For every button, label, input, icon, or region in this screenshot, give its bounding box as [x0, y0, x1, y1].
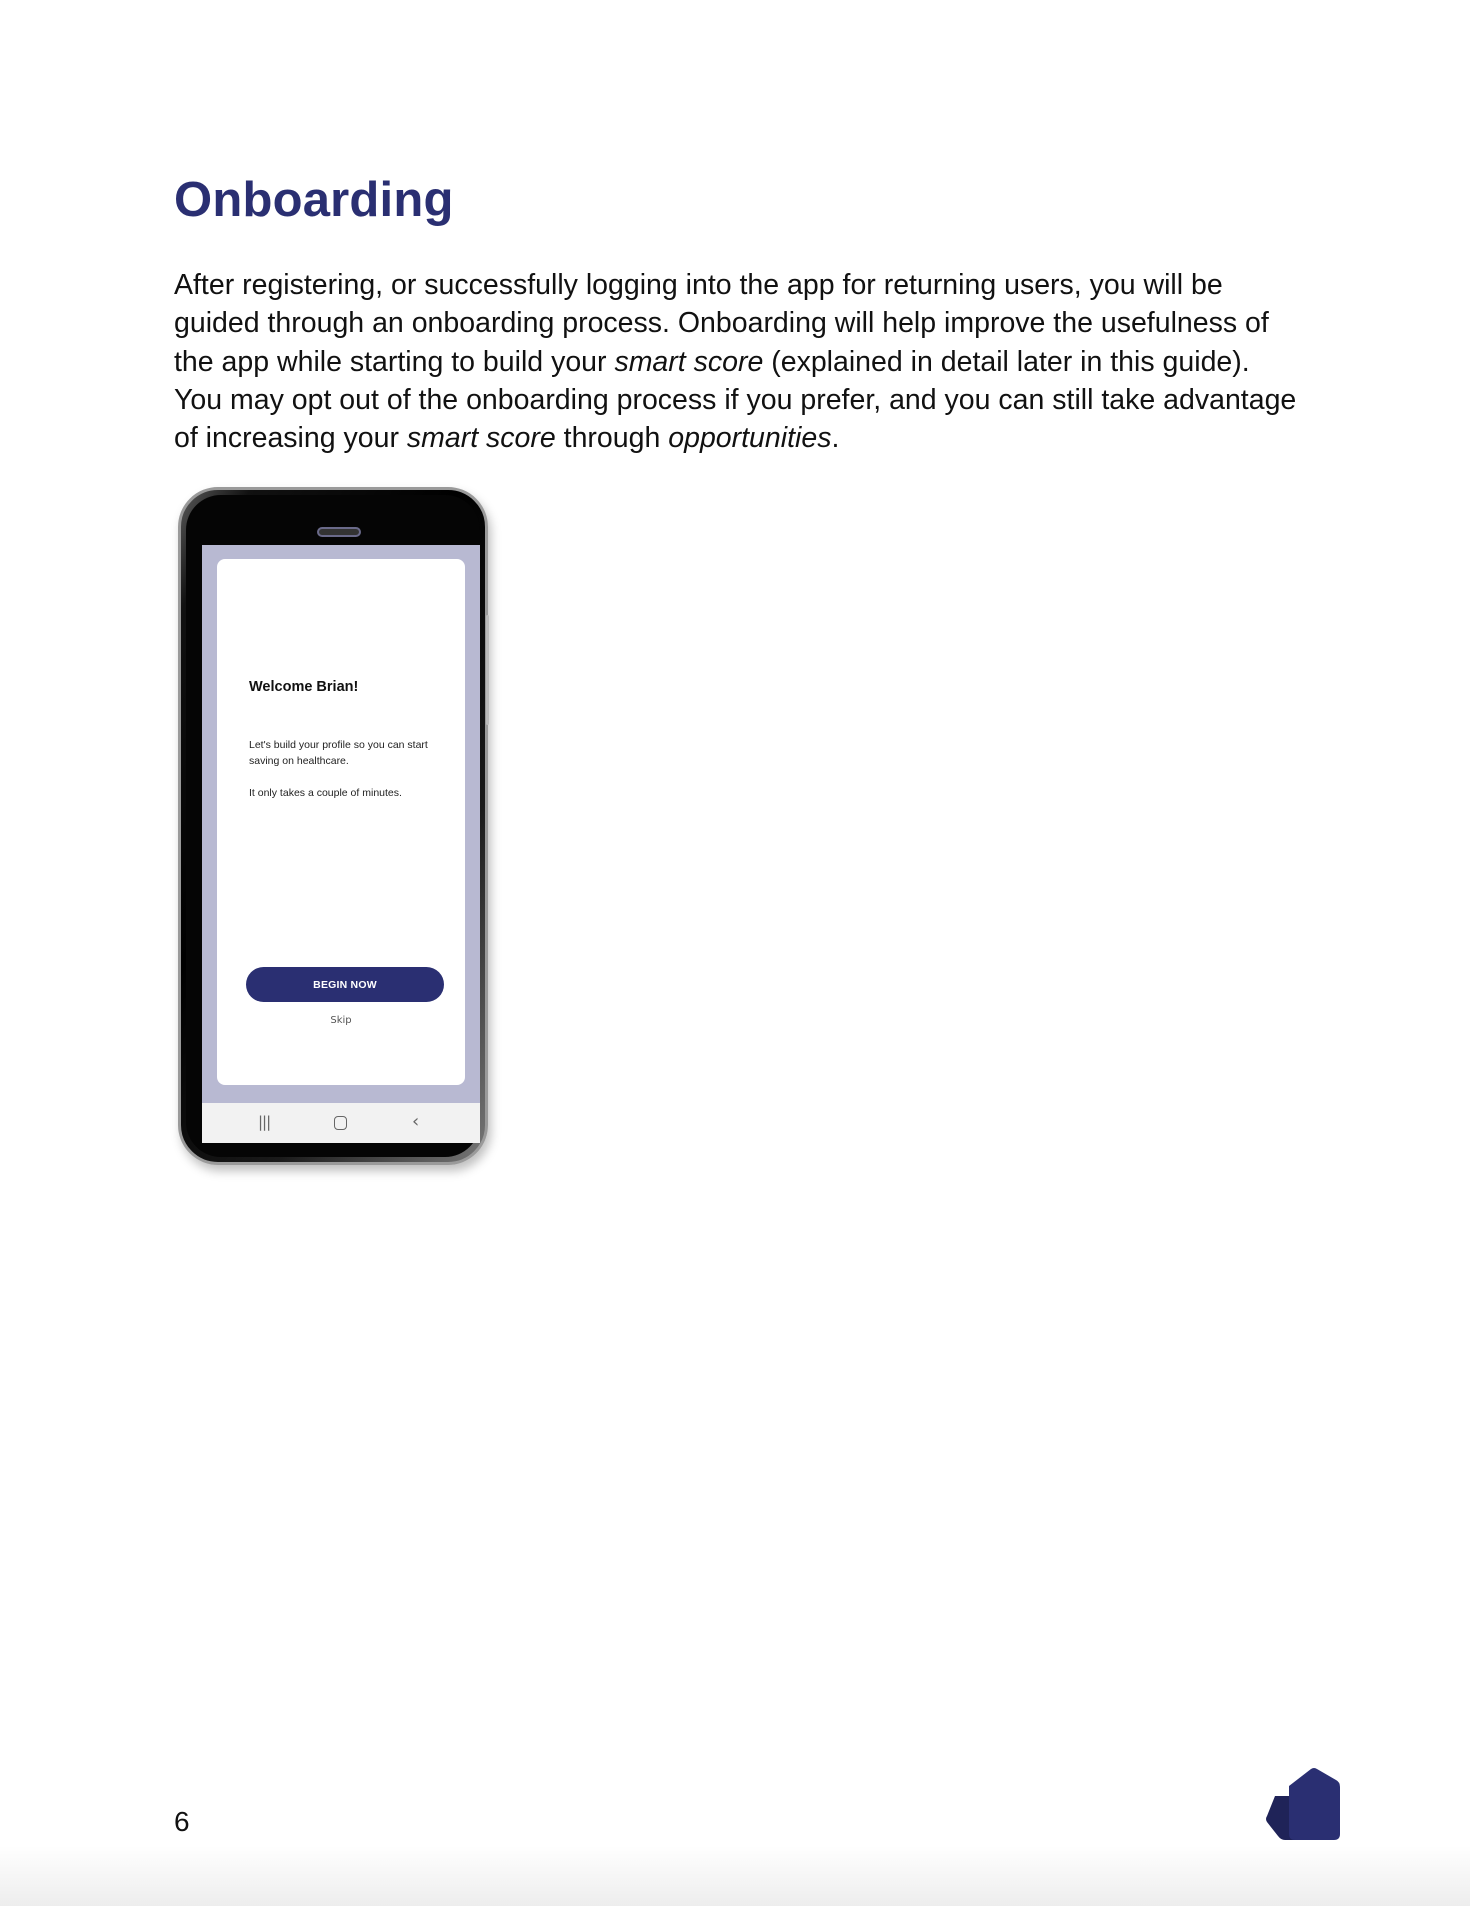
smart-score-term: smart score [406, 422, 556, 455]
phone-bezel [186, 495, 480, 1157]
brand-logo-icon [1265, 1766, 1340, 1840]
onboarding-card [217, 559, 465, 1085]
onboarding-duration-note: It only takes a couple of minutes. [249, 787, 402, 799]
intro-text-4: . [831, 422, 840, 455]
begin-now-button[interactable]: BEGIN NOW [246, 967, 444, 1002]
intro-text-1: After registering, or successfully logging into the app for returning users, you will be guided through an onboarding process. Onboarding will help improve the usefulness of the app while starting to build your [174, 269, 1269, 378]
intro-paragraph [174, 266, 1304, 457]
intro-text-3: through [555, 422, 669, 455]
welcome-heading: Welcome Brian! [249, 679, 359, 695]
onboarding-description: Let's build your profile so you can start saving on healthcare. [249, 739, 428, 767]
back-icon[interactable]: ‹ [412, 1111, 420, 1132]
smart-score-term: smart score [614, 345, 764, 378]
skip-link[interactable]: Skip [330, 1015, 352, 1026]
opportunities-term: opportunities [668, 422, 832, 455]
page-title: Onboarding [174, 173, 454, 227]
page-number: 6 [174, 1806, 190, 1837]
phone-speaker [317, 527, 361, 537]
phone-side-button [486, 615, 489, 725]
recent-apps-icon[interactable]: ||| [258, 1113, 271, 1131]
phone-screen [202, 545, 480, 1143]
android-nav-bar [202, 1103, 480, 1143]
intro-text-2: (explained in detail later in this guide). You may opt out of the onboarding process if you prefer, and you can still take advantage of increasing your [174, 345, 1297, 455]
page-bottom-shadow [0, 1846, 1470, 1906]
phone-mockup [178, 487, 488, 1165]
home-icon[interactable] [334, 1116, 347, 1130]
